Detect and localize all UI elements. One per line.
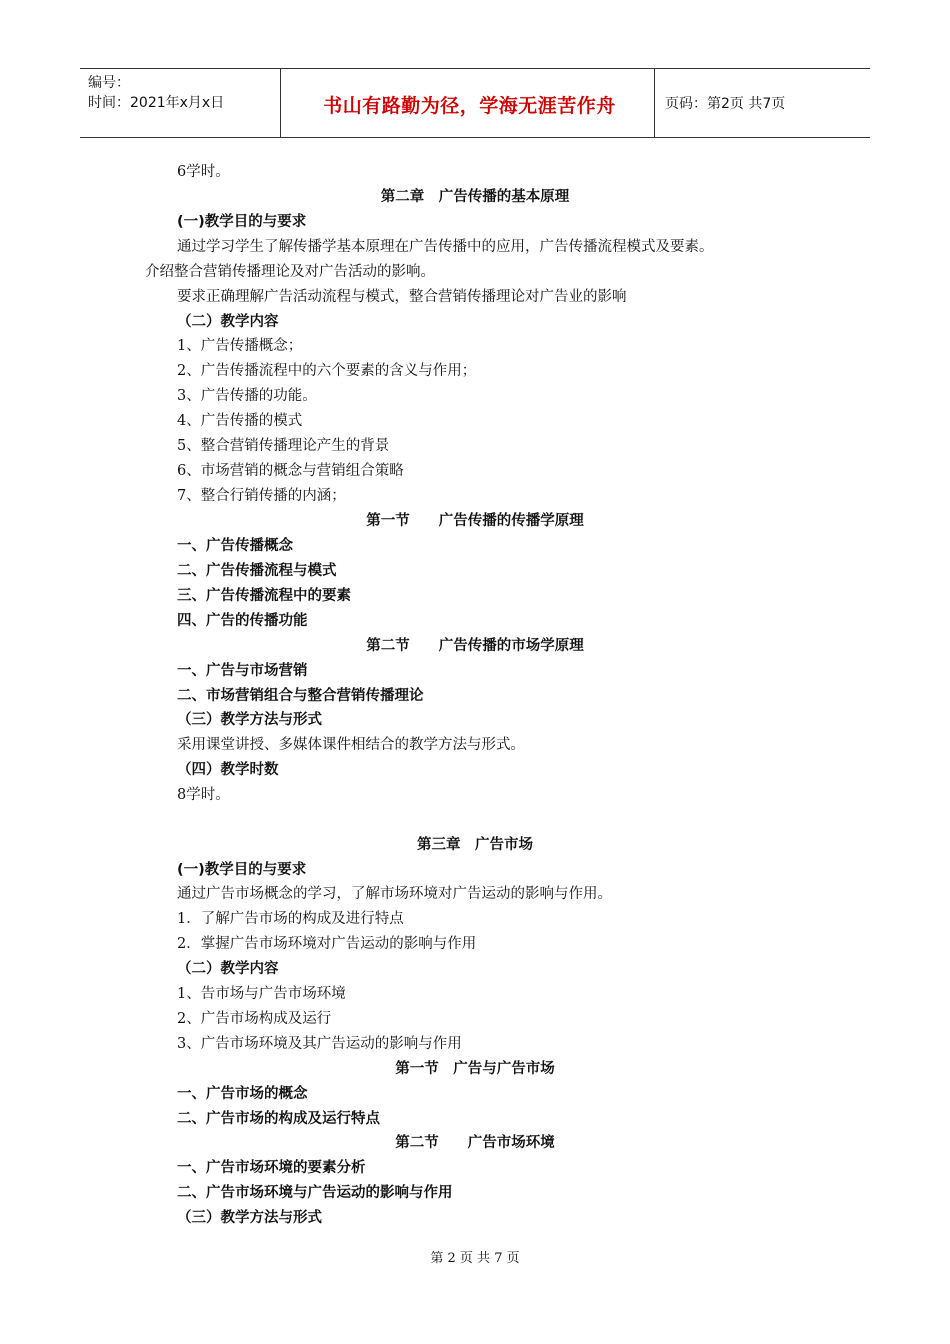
list-item: 4、广告传播的模式 bbox=[177, 413, 303, 429]
section-heading: 一、广告传播概念 bbox=[177, 538, 293, 554]
list-item: 2．掌握广告市场环境对广告运动的影响与作用 bbox=[177, 936, 477, 952]
chapter-title: 第三章 广告市场 bbox=[417, 837, 533, 853]
header-divider bbox=[280, 69, 281, 137]
list-item: 2、广告传播流程中的六个要素的含义与作用； bbox=[177, 363, 477, 379]
list-item: 5、整合营销传播理论产生的背景 bbox=[177, 438, 390, 454]
body-text: 通过广告市场概念的学习，了解市场环境对广告运动的影响与作用。 bbox=[177, 886, 612, 902]
section-heading: 四、广告的传播功能 bbox=[177, 613, 308, 629]
section-heading: 二、市场营销组合与整合营销传播理论 bbox=[177, 688, 424, 704]
body-text: 6学时。 bbox=[177, 164, 230, 180]
page-footer: 第 2 页 共 7 页 bbox=[430, 1251, 520, 1266]
header-table bbox=[80, 68, 870, 138]
subheading: （二）教学内容 bbox=[177, 314, 279, 330]
section-heading: 一、广告与市场营销 bbox=[177, 663, 308, 679]
subheading: （四）教学时数 bbox=[177, 762, 279, 778]
list-item: 2、广告市场构成及运行 bbox=[177, 1011, 332, 1027]
list-item: 7、整合行销传播的内涵； bbox=[177, 488, 346, 504]
list-item: 3、广告传播的功能。 bbox=[177, 388, 317, 404]
section-title: 第二节 广告市场环境 bbox=[395, 1135, 555, 1151]
section-title: 第一节 广告传播的传播学原理 bbox=[366, 513, 584, 529]
subheading: (一)教学目的与要求 bbox=[177, 862, 307, 878]
list-item: 6、市场营销的概念与营销组合策略 bbox=[177, 463, 404, 479]
body-text: 介绍整合营销传播理论及对广告活动的影响。 bbox=[145, 264, 435, 280]
chapter-title: 第二章 广告传播的基本原理 bbox=[380, 189, 570, 205]
time-label: 时间：2021年x月x日 bbox=[88, 95, 225, 111]
section-title: 第一节 广告与广告市场 bbox=[395, 1061, 555, 1077]
section-heading: 二、广告传播流程与模式 bbox=[177, 563, 337, 579]
list-item: 1．了解广告市场的构成及进行特点 bbox=[177, 911, 404, 927]
header-page-label: 页码：第2页 共7页 bbox=[665, 96, 786, 112]
section-heading: 一、广告市场环境的要素分析 bbox=[177, 1160, 366, 1176]
header-divider bbox=[654, 69, 655, 137]
section-title: 第二节 广告传播的市场学原理 bbox=[366, 638, 584, 654]
subheading: (一)教学目的与要求 bbox=[177, 214, 307, 230]
section-heading: 一、广告市场的概念 bbox=[177, 1086, 308, 1102]
body-text: 采用课堂讲授、多媒体课件相结合的教学方法与形式。 bbox=[177, 737, 525, 753]
body-text: 要求正确理解广告活动流程与模式，整合营销传播理论对广告业的影响 bbox=[177, 289, 627, 305]
list-item: 1、告市场与广告市场环境 bbox=[177, 986, 346, 1002]
subheading: （三）教学方法与形式 bbox=[177, 712, 322, 728]
section-heading: 二、广告市场环境与广告运动的影响与作用 bbox=[177, 1185, 453, 1201]
section-heading: 二、广告市场的构成及运行特点 bbox=[177, 1111, 380, 1127]
body-text: 8学时。 bbox=[177, 787, 230, 803]
number-label: 编号： bbox=[88, 75, 130, 91]
header-motto: 书山有路勤为径，学海无涯苦作舟 bbox=[323, 95, 616, 117]
section-heading: 三、广告传播流程中的要素 bbox=[177, 588, 351, 604]
header-info bbox=[88, 73, 224, 113]
body-text: 通过学习学生了解传播学基本原理在广告传播中的应用，广告传播流程模式及要素。 bbox=[177, 239, 714, 255]
list-item: 1、广告传播概念； bbox=[177, 338, 303, 354]
subheading: （三）教学方法与形式 bbox=[177, 1210, 322, 1226]
list-item: 3、广告市场环境及其广告运动的影响与作用 bbox=[177, 1036, 462, 1052]
subheading: （二）教学内容 bbox=[177, 961, 279, 977]
